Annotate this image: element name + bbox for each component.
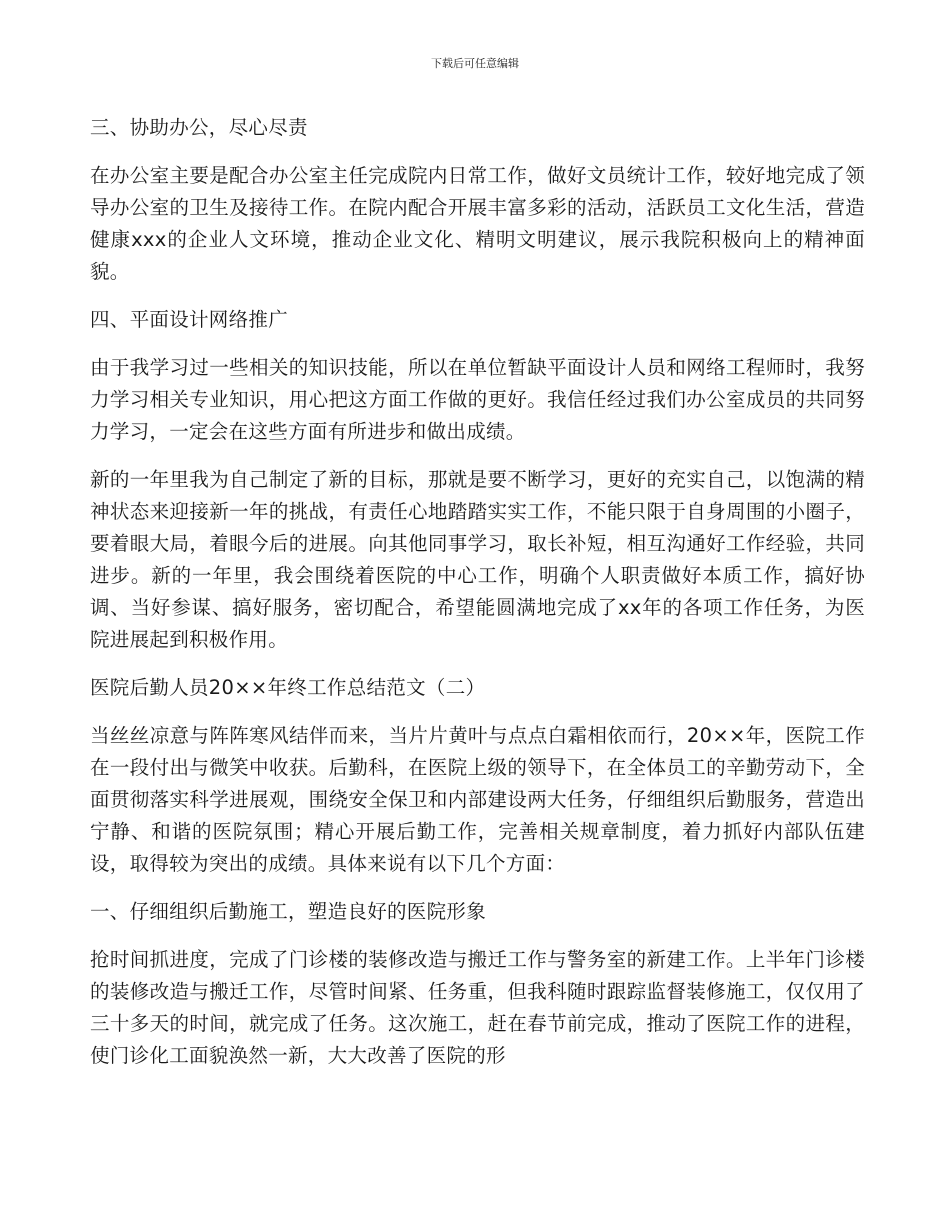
page-header: 下载后可任意编辑 [431, 57, 519, 70]
section-heading-graphic-design: 四、平面设计网络推广 [90, 308, 289, 331]
document-title-part-two: 医院后勤人员20××年终工作总结范文（二） [90, 676, 486, 699]
paragraph-introduction: 当丝丝凉意与阵阵寒风结伴而来，当片片黄叶与点点白霜相依而行，20××年，医院工作在一段付出与微笑中收获。后勤科，在医院上级的领导下，在全体员工的辛勤劳动下，全面贯彻落实科学进展观，围绕安全保卫和内部建设两大任务，仔细组织后勤服务，营造出宁静、和谐的医院氛围；精心开展后勤工作，完善相关规章制度，着力抓好内部队伍建设，取得较为突出的成绩。具体来说有以下几个方面： [90, 724, 865, 875]
document-body [90, 112, 865, 1088]
section-heading-assist-office: 三、协助办公，尽心尽责 [90, 116, 308, 139]
paragraph-design-skills: 由于我学习过一些相关的知识技能，所以在单位暂缺平面设计人员和网络工程师时，我努力学习相关专业知识，用心把这方面工作做的更好。我信任经过我们办公室成员的共同努力学习，一定会在这些方面有所进步和做出成绩。 [90, 356, 865, 443]
paragraph-office-work: 在办公室主要是配合办公室主任完成院内日常工作，做好文员统计工作，较好地完成了领导办公室的卫生及接待工作。在院内配合开展丰富多彩的活动，活跃员工文化生活，营造健康xxx的企业人文环境，推动企业文化、精明文明建议，展示我院积极向上的精神面貌。 [90, 164, 865, 283]
paragraph-new-year-goals: 新的一年里我为自己制定了新的目标，那就是要不断学习，更好的充实自己，以饱满的精神状态来迎接新一年的挑战，有责任心地踏踏实实工作，不能只限于自身周围的小圈子，要着眼大局，着眼今后的进展。向其他同事学习，取长补短，相互沟通好工作经验，共同进步。新的一年里，我会围绕着医院的中心工作，明确个人职责做好本质工作，搞好协调、当好参谋、搞好服务，密切配合，希望能圆满地完成了xx年的各项工作任务，为医院进展起到积极作用。 [90, 468, 865, 651]
paragraph-construction-progress: 抢时间抓进度，完成了门诊楼的装修改造与搬迁工作与警务室的新建工作。上半年门诊楼的装修改造与搬迁工作，尽管时间紧、任务重，但我科随时跟踪监督装修施工，仅仅用了三十多天的时间，就完成了任务。这次施工，赶在春节前完成，推动了医院工作的进程，使门诊化工面貌涣然一新，大大改善了医院的形 [90, 948, 865, 1067]
section-heading-logistics-construction: 一、仔细组织后勤施工，塑造良好的医院形象 [90, 900, 487, 923]
